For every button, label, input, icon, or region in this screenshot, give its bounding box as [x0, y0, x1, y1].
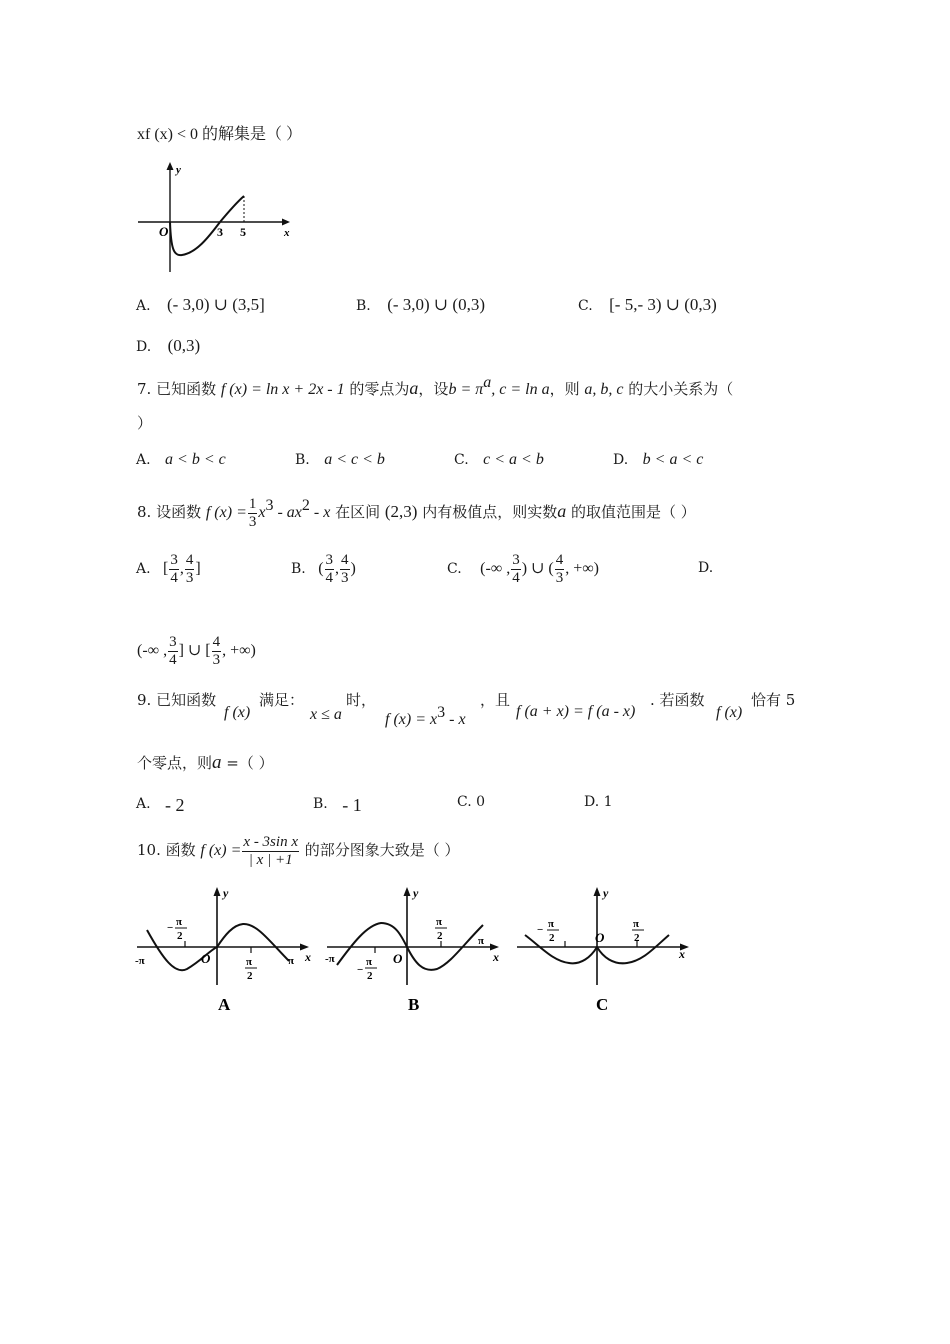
q9-option-b-label: B.: [313, 796, 328, 812]
q6-option-b: [356, 295, 485, 316]
q8-ax: - ax: [273, 504, 302, 521]
q8-option-a-frac1: [169, 552, 179, 587]
q7-b-exp: a: [483, 374, 492, 391]
q9-sym: [516, 701, 635, 722]
q9-option-b-text: - 1: [342, 795, 362, 815]
q9-option-a: [136, 792, 185, 814]
q10-a-neg-half-minus: −: [167, 922, 174, 934]
q8-option-d-mid: ] ∪ [: [178, 642, 211, 659]
q8-stem: [137, 488, 696, 531]
q8-b-n2: 4: [341, 551, 349, 568]
q10-b-neg-half-den: 2: [367, 970, 373, 982]
q10-graph-a: [133, 885, 313, 1015]
q9-option-c: [457, 792, 485, 812]
q10-c-neg-half-minus: −: [537, 924, 544, 936]
q9-stem-line2: [137, 753, 274, 773]
q8-option-a-label: A.: [136, 561, 151, 577]
q9-option-a-label: A.: [136, 796, 151, 812]
q9-function-2: f (x): [716, 704, 743, 721]
q7-option-a: [136, 450, 226, 470]
q6-option-d-text: (0,3): [167, 336, 201, 355]
q8-option-d-close: , +∞): [222, 642, 256, 659]
q6-option-b-label: B.: [356, 298, 371, 314]
q8-minus-x: - x: [309, 504, 331, 521]
q8-a-d1: 4: [170, 569, 178, 586]
q9-option-d: [584, 792, 613, 812]
q8-option-d-frac1: [168, 634, 178, 669]
q9-line2-c: =（ ）: [221, 754, 274, 772]
q7-stem-c: 的零点为: [344, 380, 410, 398]
q9-if: [650, 690, 705, 710]
q10-frac-den: | x | +1: [248, 851, 293, 868]
q9-fx-2: [716, 702, 742, 723]
q8-option-b-close: ): [350, 560, 356, 577]
q9-exp-3: 3: [437, 704, 446, 721]
q7-option-d-text: b < a < c: [642, 451, 704, 468]
q9-and: [480, 690, 510, 710]
q7-stem: [137, 373, 733, 400]
q6-x-label: x: [284, 227, 290, 239]
q9-satisfy: [259, 690, 304, 710]
q7-option-c-label: C.: [454, 452, 469, 468]
q6-option-d-label: D.: [136, 339, 152, 355]
q8-frac-den: 3: [248, 513, 257, 530]
q10-graph-c: [513, 885, 693, 1015]
q10-b-half-den: 2: [437, 930, 443, 942]
q7-stem-line2: [137, 413, 152, 433]
q8-option-b-frac1: [325, 552, 335, 587]
q10-b-pi: π: [478, 935, 485, 947]
q8-b-d2: 3: [341, 569, 349, 586]
q8-b-d1: 4: [325, 569, 334, 586]
q8-stem-h: 内有极值点，则实数: [417, 503, 558, 521]
q8-d-n2: 4: [212, 633, 221, 650]
q8-d-n1: 3: [169, 633, 177, 650]
q9-symmetry: f (a + x) = f (a - x): [516, 703, 636, 720]
q8-a-n2: 4: [185, 551, 194, 568]
q8-option-d-open: (-∞ ,: [137, 642, 168, 659]
q8-option-c-close: , +∞): [565, 560, 600, 577]
q6-stem: [137, 124, 302, 145]
q8-stem-j: 的取值范围是（ ）: [566, 503, 696, 521]
q9-stem-j: . 若函数: [650, 691, 705, 709]
q6-option-a: [136, 295, 265, 316]
q8-c-d1: 4: [512, 569, 520, 586]
q8-option-d-label-line: [698, 558, 713, 578]
q6-option-d: [136, 336, 200, 357]
q8-option-a-mid: ,: [179, 560, 184, 577]
q9-option-b: [313, 792, 362, 814]
q6-curve: [170, 196, 244, 255]
q10-c-half-den: 2: [634, 932, 640, 944]
q10-stem: [137, 832, 460, 869]
q10-fraction: [242, 834, 299, 869]
q8-option-b-frac2: [340, 552, 350, 587]
q9-cond: [310, 704, 342, 725]
q6-option-a-label: A.: [136, 298, 151, 314]
q10-a-half-num: π: [246, 956, 253, 968]
q7-option-a-text: a < b < c: [165, 451, 226, 468]
q8-option-c-label: C.: [447, 561, 462, 577]
q6-option-a-text: (- 3,0) ∪ (3,5]: [167, 295, 265, 314]
q8-a-d2: 3: [185, 569, 194, 586]
q6-graph: [138, 160, 298, 275]
q9-var-a: a: [212, 752, 222, 773]
q8-d-d2: 3: [212, 651, 221, 668]
q6-origin-label: O: [159, 224, 169, 239]
q10-a-neg-half-num: π: [176, 916, 183, 928]
q10-c-origin: O: [595, 930, 605, 945]
q10-b-caption: B: [408, 995, 420, 1014]
q10-a-y-arrow-icon: [214, 887, 221, 896]
q8-a-n1: 3: [170, 551, 178, 568]
q9-line2-a: 个零点，则: [137, 754, 213, 772]
q8-option-b-label: B.: [291, 561, 306, 577]
q8-function: f (x) =: [205, 504, 247, 521]
q10-c-neg-half-den: 2: [549, 932, 555, 944]
q8-option-c-frac2: [555, 552, 565, 587]
q7-stem-e: ，设: [418, 380, 449, 398]
q8-interval: (2,3): [384, 502, 418, 521]
q9-fx-1: [224, 702, 250, 723]
q10-frac-num: x - 3sin x: [243, 833, 298, 850]
q9-option-d-text: D. 1: [584, 794, 613, 810]
q10-b-half-num: π: [436, 916, 443, 928]
q8-stem-a: 8. 设函数: [137, 503, 206, 521]
q7-option-d: [613, 450, 703, 470]
q6-stem-text: xf (x) < 0 的解集是（ ）: [137, 126, 303, 143]
q7-c-def: , c = ln a: [491, 381, 550, 398]
q10-c-x-label: x: [679, 947, 685, 961]
q8-option-c-mid: ) ∪ (: [521, 560, 554, 577]
q8-option-d: [137, 631, 256, 671]
q8-option-b-open: (: [318, 560, 324, 577]
q10-b-y-label: y: [413, 886, 419, 900]
q7-stem-k: ）: [137, 414, 153, 432]
q6-y-arrow-icon: [167, 162, 174, 170]
q8-option-d-label: D.: [698, 560, 714, 576]
q7-option-c: [454, 450, 544, 470]
q8-c-d2: 3: [555, 569, 564, 586]
q8-c-n1: 3: [512, 551, 520, 568]
q6-option-b-text: (- 3,0) ∪ (0,3): [387, 295, 486, 314]
q8-option-b-mid: ,: [335, 560, 340, 577]
q10-a-caption: A: [218, 995, 231, 1014]
q9-def: [385, 703, 466, 730]
q6-option-c-label: C.: [578, 298, 593, 314]
q10-stem-a: 10. 函数: [137, 841, 201, 859]
q10-a-pi: π: [288, 955, 295, 967]
q9-when: [346, 690, 376, 710]
q8-fraction: [248, 496, 258, 531]
q6-option-c: [578, 295, 717, 316]
q10-b-origin: O: [393, 951, 403, 966]
q9-five: [751, 690, 795, 710]
q8-frac-num: 1: [248, 495, 257, 512]
q10-a-half-den: 2: [247, 970, 253, 982]
q8-option-d-frac2: [212, 634, 222, 669]
q7-stem-j: 的大小关系为（: [623, 380, 734, 398]
q8-option-a-close: ]: [195, 560, 201, 577]
q8-option-c-open: (-∞ ,: [480, 560, 511, 577]
q10-b-x-label: x: [493, 950, 499, 964]
q10-graph-b: [323, 885, 503, 1015]
q7-var-a: a: [409, 378, 419, 398]
q8-stem-f: 在区间: [330, 503, 385, 521]
q8-c-n2: 4: [555, 551, 564, 568]
q6-tick-5: 5: [240, 225, 246, 239]
q7-option-a-label: A.: [136, 452, 151, 468]
q9-stem-l: 恰有 5: [751, 691, 796, 709]
q8-option-b: [291, 549, 356, 589]
q8-option-a-frac2: [185, 552, 195, 587]
q10-c-y-label: y: [603, 886, 609, 900]
q10-a-origin: O: [201, 951, 211, 966]
q7-function: f (x) = ln x + 2x - 1: [220, 381, 345, 398]
q6-y-label: y: [176, 164, 181, 176]
q8-option-a: [136, 549, 201, 589]
q7-option-c-text: c < a < b: [483, 451, 544, 468]
q9-function-1: f (x): [224, 704, 251, 721]
q10-b-neg-pi: -π: [325, 953, 335, 965]
q8-b-n1: 3: [325, 551, 334, 568]
q8-exp-3: 3: [265, 497, 274, 514]
q10-c-neg-half-num: π: [548, 918, 555, 930]
q10-b-neg-half-num: π: [366, 956, 373, 968]
q9-stem-c: 满足：: [259, 691, 305, 709]
q10-c-caption: C: [596, 995, 609, 1014]
q7-b-def: b = π: [448, 381, 484, 398]
q9-stem-e: 时，: [346, 691, 377, 709]
q10-b-neg-half-minus: −: [357, 964, 364, 976]
q7-option-b-text: a < c < b: [324, 451, 385, 468]
q10-function: f (x) =: [200, 842, 242, 859]
q8-option-c-frac1: [511, 552, 521, 587]
q9-stem-h: ，且: [480, 691, 511, 709]
q10-b-y-arrow-icon: [404, 887, 411, 896]
q8-option-a-open: [: [163, 560, 169, 577]
q7-vars: a, b, c: [584, 381, 624, 398]
q7-option-d-label: D.: [613, 452, 629, 468]
q9-option-c-text: C. 0: [457, 794, 486, 810]
q10-c-half-num: π: [633, 918, 640, 930]
q10-stem-c: 的部分图象大致是（ ）: [299, 841, 460, 859]
q7-option-b: [295, 450, 385, 470]
q7-option-b-label: B.: [295, 452, 310, 468]
q6-tick-3: 3: [217, 225, 223, 239]
q8-var-a: a: [557, 501, 567, 521]
q10-c-y-arrow-icon: [594, 887, 601, 896]
q10-a-y-label: y: [223, 886, 229, 900]
q7-stem-h: ，则: [549, 380, 585, 398]
q8-exp-2: 2: [301, 497, 310, 514]
q10-a-x-label: x: [305, 950, 311, 964]
q9-option-a-text: - 2: [165, 795, 185, 815]
q7-stem-a: 7. 已知函数: [137, 380, 221, 398]
q9-minus-x: - x: [445, 711, 466, 728]
q6-x-arrow-icon: [282, 219, 290, 226]
q9-condition: x ≤ a: [310, 706, 342, 723]
q8-x: x: [258, 504, 266, 521]
q6-option-c-text: [- 5,- 3) ∪ (0,3): [609, 295, 717, 314]
q9-definition: f (x) = x: [385, 711, 438, 728]
q9-stem: [137, 690, 216, 710]
q8-d-d1: 4: [169, 651, 177, 668]
q9-stem-a: 9. 已知函数: [137, 691, 217, 709]
q10-a-neg-pi: -π: [135, 955, 145, 967]
q10-a-neg-half-den: 2: [177, 930, 183, 942]
q8-option-c: [447, 549, 599, 589]
